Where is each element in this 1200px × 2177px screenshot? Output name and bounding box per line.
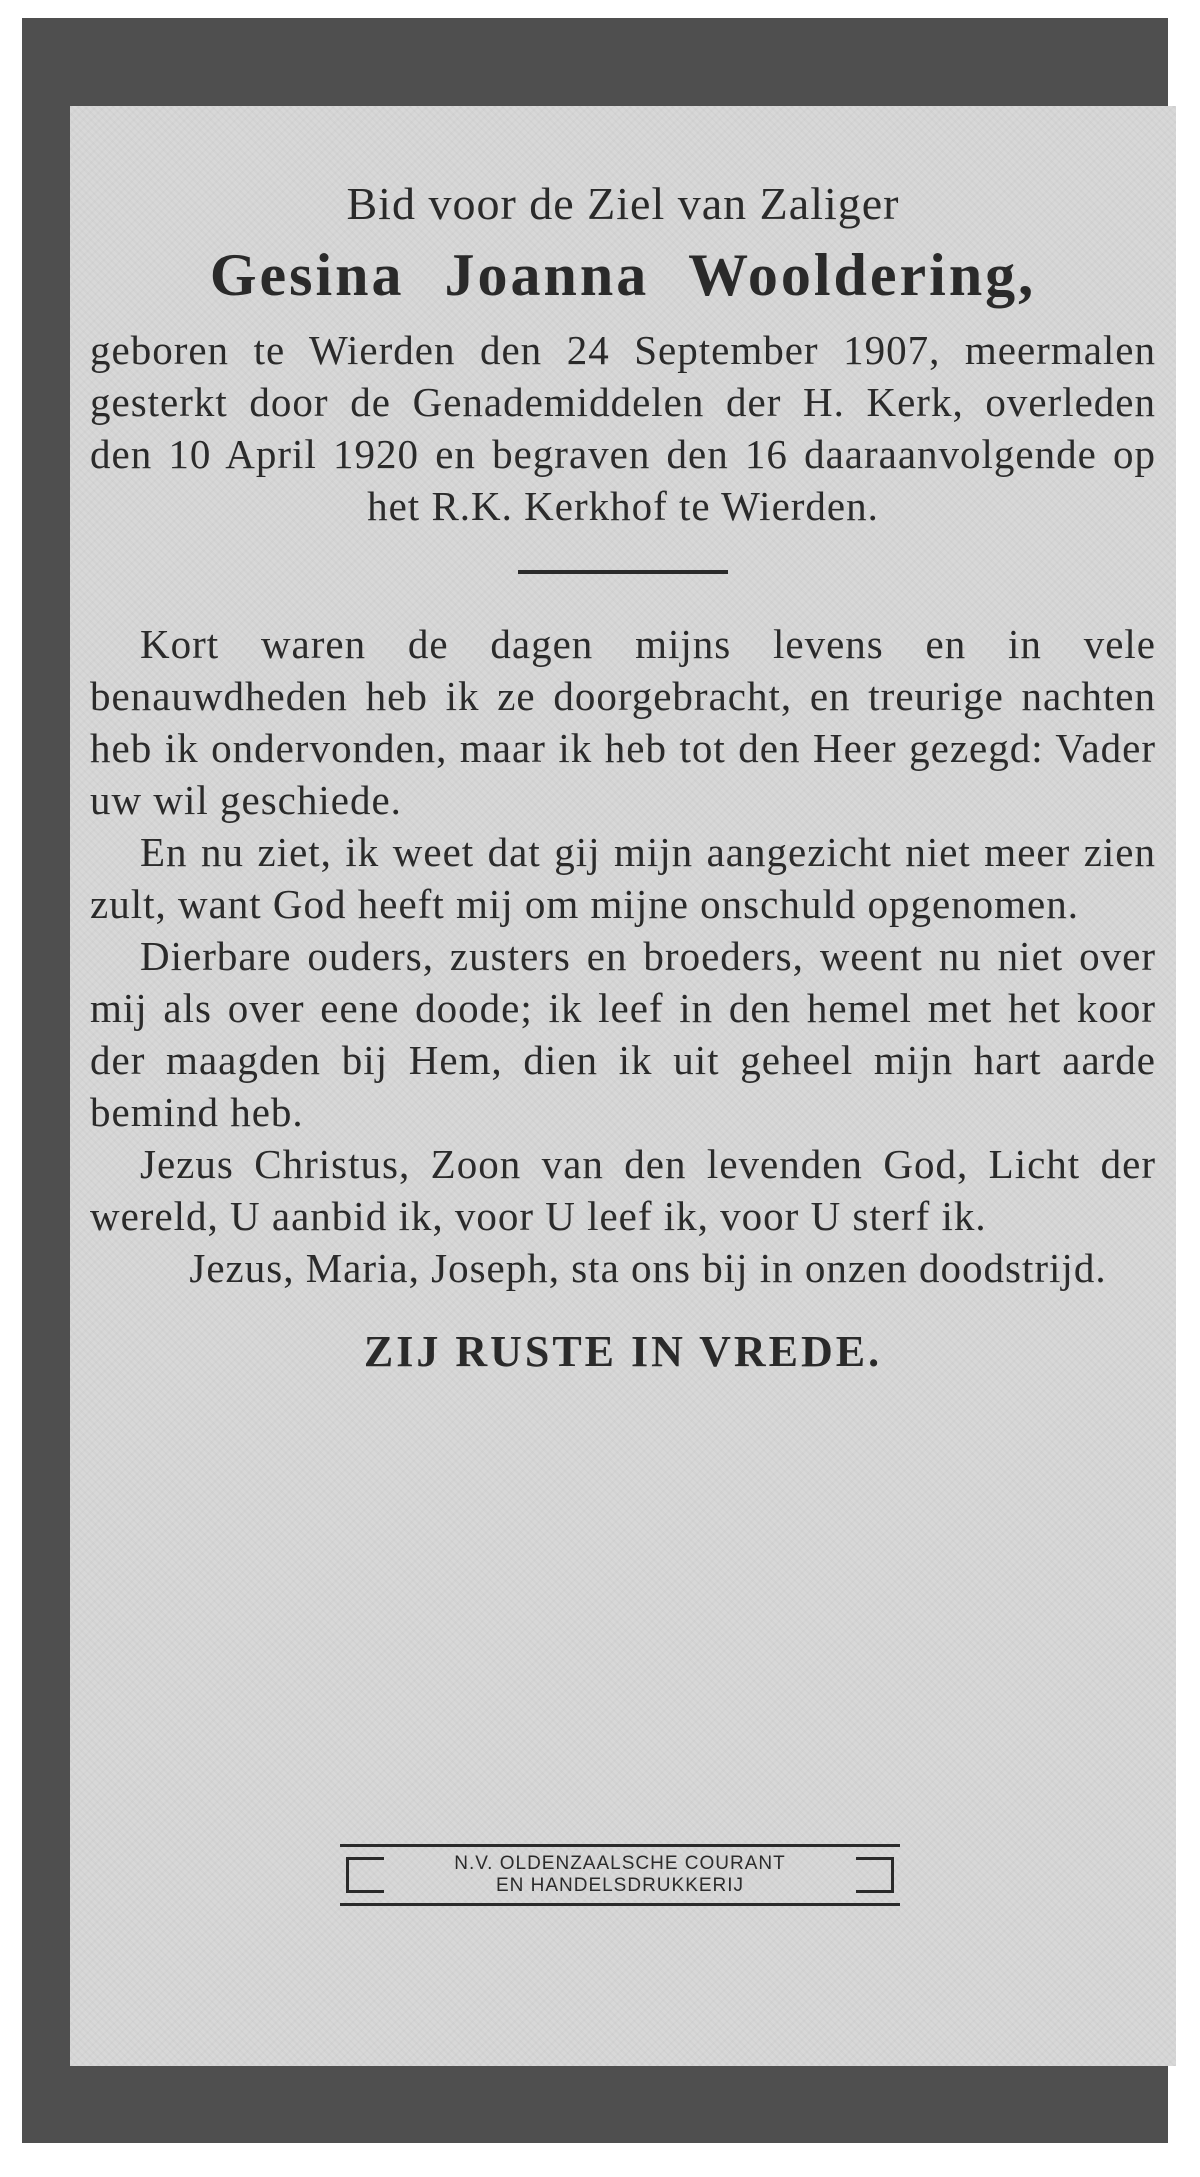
imprint-ornament-icon bbox=[856, 1857, 894, 1893]
printer-imprint bbox=[340, 1844, 900, 1906]
imprint-ornament-icon bbox=[346, 1857, 384, 1893]
rest-in-peace: ZIJ RUSTE IN VREDE. bbox=[363, 1327, 883, 1376]
verse: Jezus, Maria, Joseph, sta ons bij in onzen doodstrijd. bbox=[189, 1245, 1107, 1291]
biography: geboren te Wierden den 24 September 1907, meermalen gesterkt door de Genademiddelen der H. Kerk, overleden den 10 April 1920 en begraven den 16 daaraanvolgende op het R.K. Kerkhof te Wierden. bbox=[90, 327, 1156, 529]
verse: En nu ziet, ik weet dat gij mijn aangezicht niet meer zien zult, want God heeft mij om mijne onschuld opgenomen. bbox=[90, 829, 1156, 927]
divider bbox=[518, 570, 728, 574]
deceased-name: Gesina Joanna Wooldering, bbox=[209, 242, 1037, 308]
imprint-line: N.V. OLDENZAALSCHE COURANT bbox=[454, 1853, 786, 1874]
verse: Kort waren de dagen mijns levens en in vele benauwdheden heb ik ze doorgebracht, en treurige nachten heb ik ondervonden, maar ik heb tot den Heer gezegd: Vader uw wil geschiede. bbox=[90, 621, 1156, 823]
memorial-card bbox=[22, 18, 1168, 2143]
verse: Jezus Christus, Zoon van den levenden God, Licht der wereld, U aanbid ik, voor U leef ik, voor U sterf ik. bbox=[90, 1141, 1156, 1239]
card-print-area bbox=[70, 106, 1176, 2066]
verse: Dierbare ouders, zusters en broeders, weent nu niet over mij als over eene doode; ik leef in den hemel met het koor der maagden bij Hem, dien ik uit geheel mijn hart aarde bemind heb. bbox=[90, 933, 1156, 1135]
prayer-heading: Bid voor de Ziel van Zaliger bbox=[346, 178, 900, 229]
imprint-line: EN HANDELSDRUKKERIJ bbox=[495, 1875, 745, 1896]
imprint-text bbox=[454, 1853, 785, 1897]
